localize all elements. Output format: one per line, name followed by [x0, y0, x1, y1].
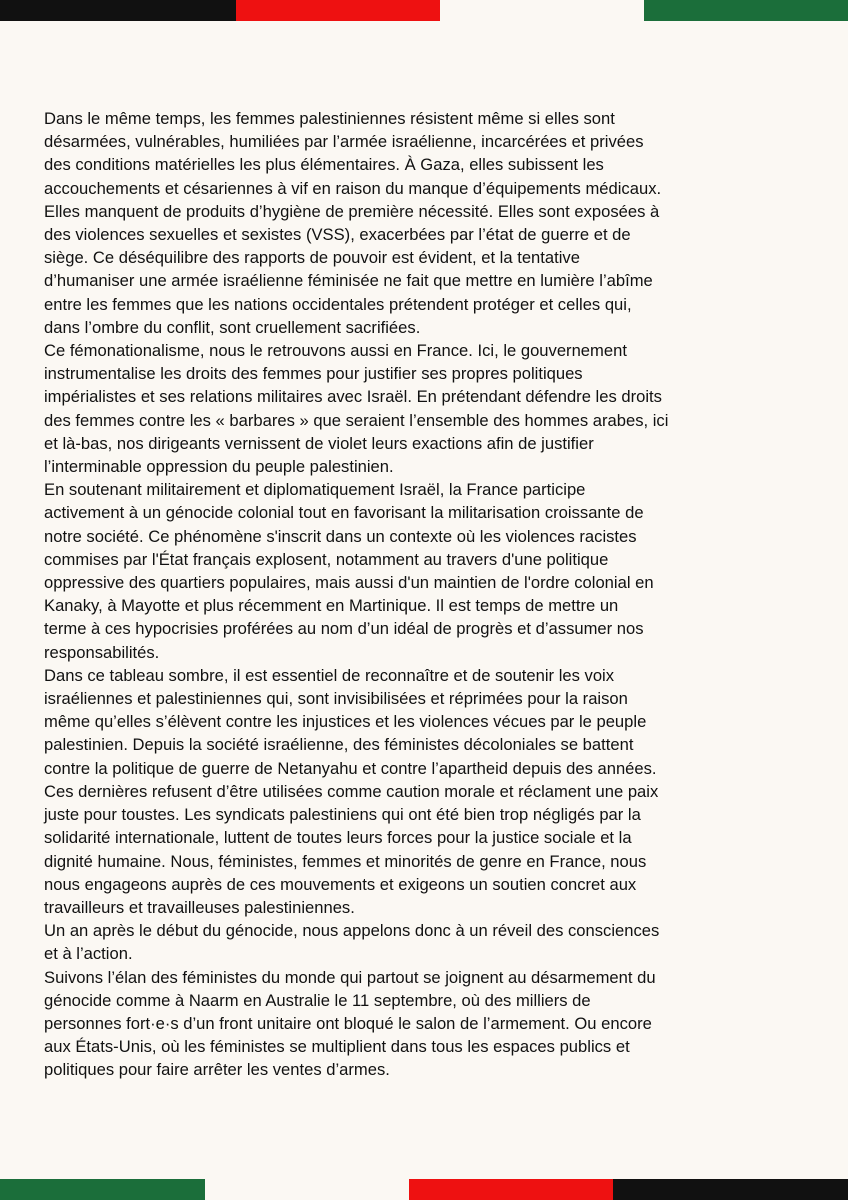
top-black-stripe — [0, 0, 236, 21]
top-red-stripe — [236, 0, 440, 21]
top-green-stripe — [644, 0, 848, 21]
bottom-black-stripe — [613, 1179, 848, 1200]
paragraph-feminists-of-world: Suivons l’élan des féministes du monde qui partout se joignent au désarmement du génocide comme à Naarm en Australie le 11 septembre, où des milliers de personnes fort·e·s d’un front unitaire ont bloqué le salon de l’armement. Ou encore aux États-Unis, où les féministes se multiplient dans tous les espaces publics et politiques pour faire arrêter les ventes d’armes. — [44, 967, 656, 1080]
paragraph-france-support: En soutenant militairement et diplomatiquement Israël, la France participe activement à un génocide colonial tout en favorisant la militarisation croissante de notre société. Ce phénomène s'inscrit dans un contexte où les violences racistes commises par l'État français explosent, notamment au travers d'une politique oppressive des quartiers populaires, mais aussi d'un maintien de l'ordre colonial en Kanaky, à Mayotte et plus récemment en Martinique. Il est temps de mettre un terme à ces hypocrisies proférées au nom d’un idéal de progrès et d’assumer nos responsabilités. — [44, 480, 654, 662]
paragraph-support-voices: Dans ce tableau sombre, il est essentiel de reconnaître et de soutenir les voix israéliennes et palestiniennes qui, sont invisibilisées et réprimées pour la raison même qu’elles s’élèvent contre les injustices et les violences vécues par le peuple palestinien. Depuis la société israélienne, des féministes décoloniales se battent contre la politique de guerre de Netanyahu et contre l’apartheid depuis des années. Ces dernières refusent d’être utilisées comme caution morale et réclament une paix juste pour toustes. Les syndicats palestiniens qui ont été bien trop négligés par la solidarité internationale, luttent de toutes leurs forces pour la justice sociale et la dignité humaine. Nous, féministes, femmes et minorités de genre en France, nous nous engageons auprès de ces mouvements et exigeons un soutien concret aux travailleurs et travailleuses palestiniennes. — [44, 665, 659, 917]
paragraph-femonationalism: Ce fémonationalisme, nous le retrouvons aussi en France. Ici, le gouvernement instrumentalise les droits des femmes pour justifier ses propres politiques impérialistes et ses relations militaires avec Israël. En prétendant défendre les droits des femmes contre les « barbares » que seraient l’ensemble des hommes arabes, ici et là-bas, nos dirigeants vernissent de violet leurs exactions afin de justifier l’interminable oppression du peuple palestinien. — [44, 341, 669, 477]
paragraph-women-resistance: Dans le même temps, les femmes palestiniennes résistent même si elles sont désarmées, vulnérables, humiliées par l’armée israélienne, incarcérées et privées des conditions matérielles les plus élémentaires. À Gaza, elles subissent les accouchements et césariennes à vif en raison du manque d’équipements médicaux. Elles manquent de produits d’hygiène de première nécessité. Elles sont exposées à des violences sexuelles et sexistes (VSS), exacerbées par l’état de guerre et de siège. Ce déséquilibre des rapports de pouvoir est évident, et la tentative d’humaniser une armée israélienne féminisée ne fait que mettre en lumière l’abîme entre les femmes que les nations occidentales prétendent protéger et celles qui, dans l’ombre du conflit, sont cruellement sacrifiées. — [44, 109, 662, 337]
paragraph-call-to-action: Un an après le début du génocide, nous appelons donc à un réveil des consciences et à l’action. — [44, 921, 660, 964]
bottom-green-stripe — [0, 1179, 205, 1200]
article-body — [44, 107, 814, 1082]
bottom-red-stripe — [409, 1179, 613, 1200]
